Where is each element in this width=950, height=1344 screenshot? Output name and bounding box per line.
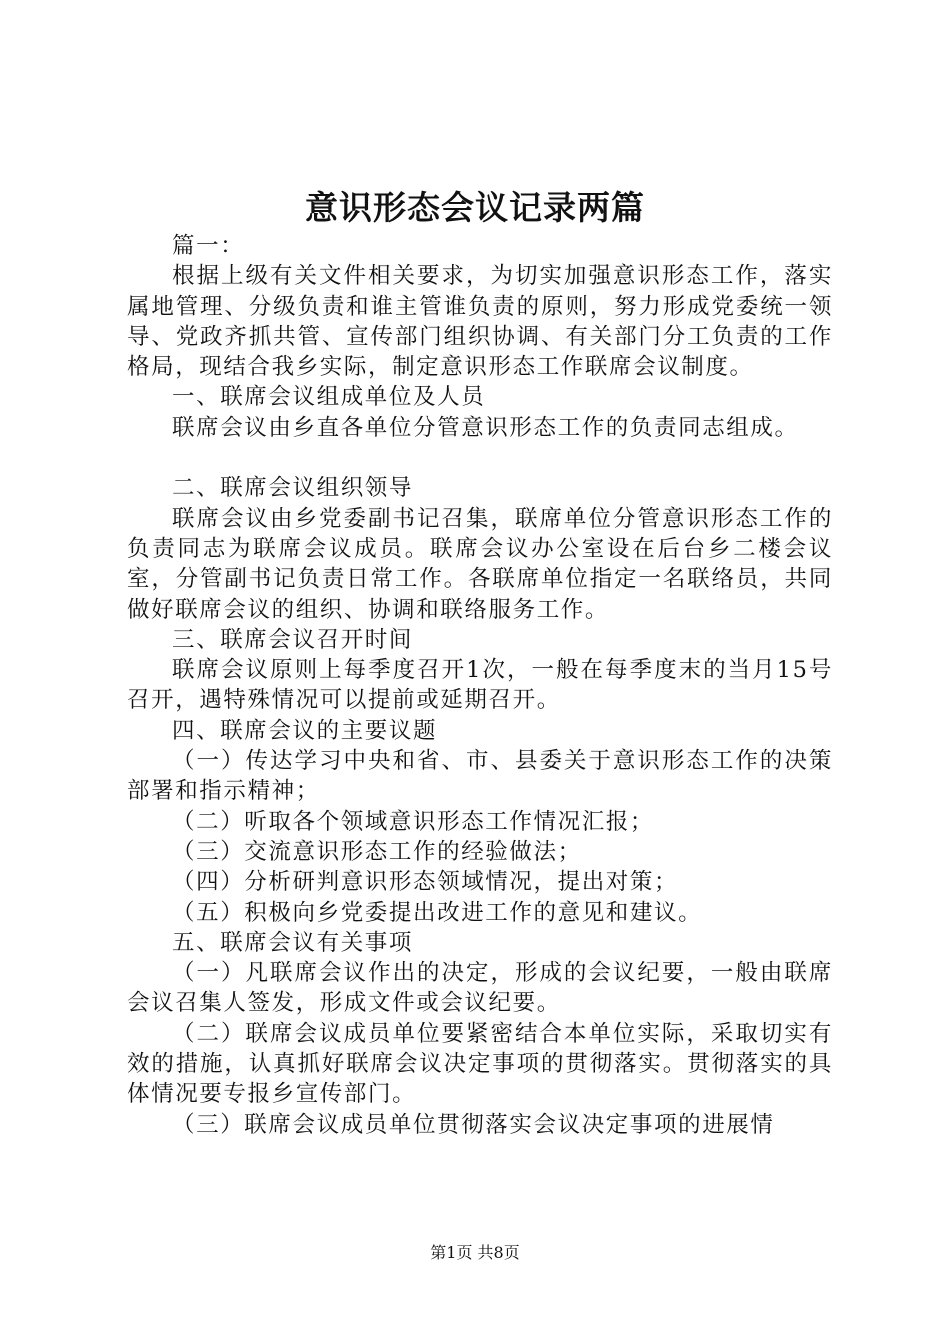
heading-section-4: 四、联席会议的主要议题 (172, 717, 438, 744)
page-footer: 第1页 共8页 (430, 1243, 520, 1262)
heading-section-2: 二、联席会议组织领导 (172, 475, 414, 502)
list-item-5-2: （二）联席会议成员单位要紧密结合本单位实际，采取切实有效的措施，认真抓好联席会议决定事项的贯彻落实。贯彻落实的具体情况要专报乡宣传部门。 (127, 1020, 833, 1108)
paragraph-section-2: 联席会议由乡党委副书记召集，联席单位分管意识形态工作的负责同志为联席会议成员。联席会议办公室设在后台乡二楼会议室，分管副书记负责日常工作。各联席单位指定一名联络员，共同做好联席会议的组织、协调和联络服务工作。 (127, 505, 833, 623)
list-item-4-5: （五）积极向乡党委提出改进工作的意见和建议。 (172, 899, 703, 926)
list-item-4-1: （一）传达学习中央和省、市、县委关于意识形态工作的决策部署和指示精神； (127, 748, 833, 805)
heading-section-1: 一、联席会议组成单位及人员 (172, 384, 486, 411)
list-item-5-3: （三）联席会议成员单位贯彻落实会议决定事项的进展情 (172, 1111, 775, 1138)
document-title: 意识形态会议记录两篇 (305, 188, 645, 227)
paragraph-intro: 根据上级有关文件相关要求，为切实加强意识形态工作，落实属地管理、分级负责和谁主管谁负责的原则，努力形成党委统一领导、党政齐抓共管、宣传部门组织协调、有关部门分工负责的工作格局，现结合我乡实际，制定意识形态工作联席会议制度。 (127, 263, 833, 381)
paragraph-section-3: 联席会议原则上每季度召开1次，一般在每季度末的当月15号召开，遇特殊情况可以提前或延期召开。 (127, 657, 833, 714)
list-item-5-1: （一）凡联席会议作出的决定，形成的会议纪要，一般由联席会议召集人签发，形成文件或会议纪要。 (127, 960, 833, 1017)
list-item-4-3: （三）交流意识形态工作的经验做法； (172, 838, 582, 865)
list-item-4-4: （四）分析研判意识形态领域情况，提出对策； (172, 869, 679, 896)
document-body (127, 231, 833, 1140)
heading-section-3: 三、联席会议召开时间 (172, 626, 414, 653)
list-item-4-2: （二）听取各个领域意识形态工作情况汇报； (172, 808, 655, 835)
paragraph-section-1: 联席会议由乡直各单位分管意识形态工作的负责同志组成。 (172, 414, 799, 441)
heading-section-5: 五、联席会议有关事项 (172, 929, 414, 956)
paragraph-section-label: 篇一： (172, 233, 245, 259)
